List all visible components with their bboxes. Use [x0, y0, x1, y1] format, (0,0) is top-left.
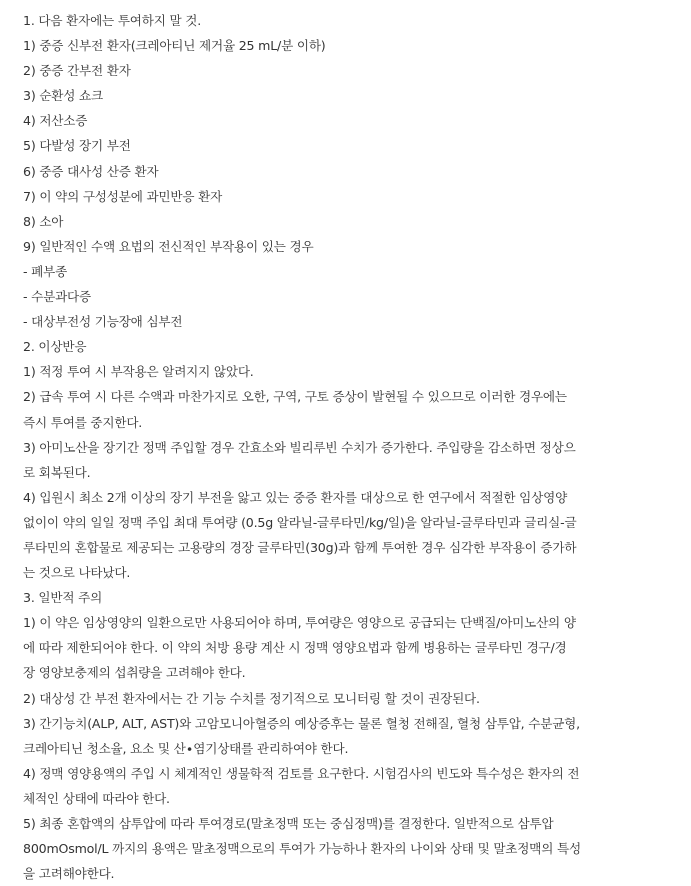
list-item-continued: 없이이 약의 일일 정맥 주입 최대 투여량 (0.5g 알라닐-글루타민/kg/일)을 알라닐-글루타민과 글리실-글	[23, 514, 577, 530]
list-item-continued: 을 고려해야한다.	[23, 866, 115, 882]
sub-list-item: - 대상부전성 기능장애 심부전	[23, 314, 183, 330]
section-heading: 1. 다음 환자에는 투여하지 말 것.	[23, 13, 202, 28]
list-item: 9) 일반적인 수액 요법의 전신적인 부작용이 있는 경우	[23, 238, 314, 254]
list-item-continued: 에 따라 제한되어야 한다. 이 약의 처방 용량 계산 시 정맥 영양요법과 함께 병용하는 글루타민 경구/경	[23, 640, 567, 656]
list-item: 3) 순환성 쇼크	[23, 88, 103, 104]
sub-list-item: - 수분과다증	[23, 289, 91, 305]
sub-list-item: - 폐부종	[23, 263, 68, 279]
list-item: 5) 최종 혼합액의 삼투압에 따라 투여경로(말초정맥 또는 중심정맥)를 결정한다. 일반적으로 삼투압	[23, 816, 554, 831]
list-item: 7) 이 약의 구성성분에 과민반응 환자	[23, 188, 223, 204]
document-body	[0, 8, 684, 886]
section-heading: 2. 이상반응	[23, 339, 87, 355]
list-item-continued: 크레아티닌 청소율, 요소 및 산∙염기상태를 관리하여야 한다.	[23, 740, 349, 756]
list-item: 6) 중증 대사성 산증 환자	[23, 163, 159, 179]
list-item-continued: 800mOsmol/L 까지의 용액은 말초정맥으로의 투여가 가능하나 환자의 나이와 상태 및 말초정맥의 특성	[23, 841, 581, 857]
list-item: 4) 저산소증	[23, 113, 88, 129]
list-item-continued: 는 것으로 나타났다.	[23, 565, 131, 581]
list-item-continued: 체적인 상태에 따라야 한다.	[23, 790, 170, 806]
list-item: 1) 적정 투여 시 부작용은 알려지지 않았다.	[23, 364, 254, 380]
section-heading: 3. 일반적 주의	[23, 590, 103, 606]
list-item: 2) 급속 투여 시 다른 수액과 마찬가지로 오한, 구역, 구토 증상이 발현될 수 있으므로 이러한 경우에는	[23, 389, 567, 405]
list-item: 1) 중증 신부전 환자(크레아티닌 제거율 25 mL/분 이하)	[23, 38, 326, 54]
list-item-continued: 장 영양보충제의 섭취량을 고려해야 한다.	[23, 665, 246, 681]
list-item: 8) 소아	[23, 213, 64, 229]
list-item: 1) 이 약은 임상영양의 일환으로만 사용되어야 하며, 투여량은 영양으로 공급되는 단백질/아미노산의 양	[23, 615, 576, 631]
list-item: 3) 간기능치(ALP, ALT, AST)와 고암모니아혈증의 예상증후는 물론 혈청 전해질, 혈청 삼투압, 수분균형,	[23, 715, 580, 731]
list-item: 4) 정맥 영양용액의 주입 시 체계적인 생물학적 검토를 요구한다. 시험검사의 빈도와 특수성은 환자의 전	[23, 765, 580, 781]
list-item-continued: 로 회복된다.	[23, 464, 91, 480]
list-item-continued: 즉시 투여를 중지한다.	[23, 414, 143, 430]
list-item: 3) 아미노산을 장기간 정맥 주입할 경우 간효소와 빌리루빈 수치가 증가한다. 주입량을 감소하면 정상으	[23, 439, 576, 455]
list-item-continued: 루타민의 혼합물로 제공되는 고용량의 경장 글루타민(30g)과 함께 투여한 경우 심각한 부작용이 증가하	[23, 539, 577, 555]
list-item: 2) 중증 간부전 환자	[23, 63, 131, 79]
list-item: 2) 대상성 간 부전 환자에서는 간 기능 수치를 정기적으로 모니터링 할 것이 권장된다.	[23, 690, 480, 706]
list-item: 5) 다발성 장기 부전	[23, 138, 131, 154]
list-item: 4) 입원시 최소 2개 이상의 장기 부전을 앓고 있는 중증 환자를 대상으로 한 연구에서 적절한 임상영양	[23, 489, 568, 505]
